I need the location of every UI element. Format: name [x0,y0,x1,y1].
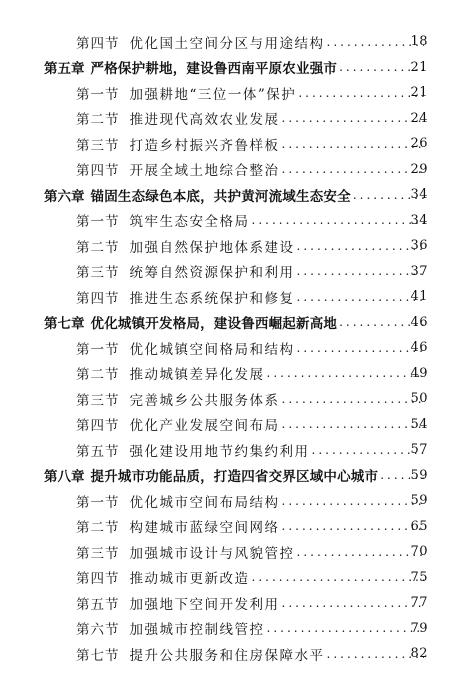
section-number: 第三节 [76,137,120,154]
chapter-number: 第五章 [44,61,85,78]
toc-section-entry [0,131,473,157]
dot-leader [327,647,425,661]
toc-section-entry [0,259,473,285]
toc-section-entry [0,29,473,55]
section-number: 第六节 [76,622,120,639]
page-number: 41 [410,289,428,305]
page-number: 29 [410,161,428,177]
page-number: 57 [410,442,428,458]
section-number: 第五节 [76,596,120,613]
page-number: 37 [410,263,428,279]
dot-leader [282,392,425,406]
toc-section-entry [0,437,473,463]
page-number: 65 [410,518,428,534]
section-title: 推进生态系统保护和修复 [129,290,295,307]
dot-leader [297,264,425,278]
toc-section-entry [0,335,473,361]
section-title: 加强地下空间开发利用 [129,596,280,613]
chapter-title: 锚固生态绿色本底，共护黄河流域生态安全 [90,188,351,205]
section-number: 第四节 [76,163,120,180]
chapter-title: 提升城市功能品质，打造四省交界区域中心城市 [90,469,379,486]
section-title: 强化建设用地节约集约利用 [129,443,310,460]
section-number: 第二节 [76,520,120,537]
dot-leader [282,417,425,431]
toc-section-entry [0,284,473,310]
toc-section-entry [0,208,473,234]
section-number: 第七节 [76,647,120,664]
page-number: 46 [410,314,428,330]
section-title: 加强自然保护地体系建设 [129,239,295,256]
dot-leader [282,111,425,125]
section-title: 统筹自然资源保护和利用 [129,265,295,282]
toc-section-entry [0,514,473,540]
page-number: 34 [410,187,428,203]
page-number: 26 [410,136,428,152]
toc-section-entry [0,590,473,616]
toc-chapter-entry [0,182,473,208]
page-number: 18 [410,34,428,50]
section-number: 第三节 [76,265,120,282]
toc-section-entry [0,361,473,387]
toc-section-entry [0,539,473,565]
chapter-number: 第八章 [44,469,85,486]
section-title: 优化城市空间布局结构 [129,494,280,511]
page-number: 54 [410,416,428,432]
dot-leader [282,162,425,176]
section-number: 第一节 [76,494,120,511]
dot-leader [252,213,425,227]
section-title: 推动城市更新改造 [129,571,250,588]
page-number: 49 [410,365,428,381]
section-number: 第一节 [76,214,120,231]
section-number: 第一节 [76,86,120,103]
dot-leader [282,137,425,151]
page-number: 21 [410,85,428,101]
toc-chapter-entry [0,55,473,81]
dot-leader [297,239,425,253]
chapter-number: 第六章 [44,188,85,205]
section-title: 优化产业发展空间布局 [129,418,280,435]
section-title: 推进现代高效农业发展 [129,112,280,129]
section-title: 加强城市控制线管控 [129,622,265,639]
page-number: 21 [410,59,428,75]
toc-chapter-entry [0,463,473,489]
dot-leader [298,86,424,100]
page-number: 24 [410,110,428,126]
toc-section-entry [0,616,473,642]
page-number: 34 [410,212,428,228]
page-number: 77 [410,595,428,611]
section-number: 第四节 [76,290,120,307]
toc-section-entry [0,386,473,412]
section-number: 第二节 [76,239,120,256]
dot-leader [282,494,425,508]
chapter-number: 第七章 [44,316,85,333]
page-number: 50 [410,391,428,407]
section-title: 优化城镇空间格局和结构 [129,341,295,358]
page-number: 36 [410,238,428,254]
section-number: 第四节 [76,418,120,435]
dot-leader [297,545,425,559]
section-number: 第三节 [76,392,120,409]
section-number: 第四节 [76,35,120,52]
section-title: 打造乡村振兴齐鲁样板 [129,137,280,154]
page-number: 59 [410,467,428,483]
section-title: 加强城市设计与风貌管控 [129,545,295,562]
page-number: 82 [410,646,428,662]
toc-chapter-entry [0,310,473,336]
section-number: 第二节 [76,112,120,129]
toc-section-entry [0,157,473,183]
section-title: 构建城市蓝绿空间网络 [129,520,280,537]
dot-leader [327,35,425,49]
section-number: 第三节 [76,545,120,562]
page-number: 46 [410,340,428,356]
section-title: 优化国土空间分区与用途结构 [129,35,325,52]
toc-section-entry [0,641,473,667]
dot-leader [282,596,425,610]
dot-leader [267,621,425,635]
dot-leader [252,570,425,584]
section-number: 第二节 [76,367,120,384]
toc-section-entry [0,80,473,106]
section-number: 第五节 [76,443,120,460]
chapter-title: 严格保护耕地，建设鲁西南平原农业强市 [90,61,338,78]
dot-leader [282,519,425,533]
section-title: 推动城镇差异化发展 [129,367,265,384]
section-title: 筑牢生态安全格局 [129,214,250,231]
dot-leader [297,290,425,304]
table-of-contents [0,29,473,667]
section-title: 加强耕地“三位一体”保护 [129,86,297,103]
toc-section-entry [0,488,473,514]
page-number: 59 [410,493,428,509]
toc-section-entry [0,233,473,259]
section-number: 第一节 [76,341,120,358]
dot-leader [297,341,425,355]
section-title: 完善城乡公共服务体系 [129,392,280,409]
dot-leader [312,443,425,457]
section-number: 第四节 [76,571,120,588]
toc-section-entry [0,412,473,438]
toc-section-entry [0,106,473,132]
page-number: 75 [410,569,428,585]
page-number: 79 [410,620,428,636]
dot-leader [267,366,425,380]
section-title: 提升公共服务和住房保障水平 [129,647,325,664]
section-title: 开展全域土地综合整治 [129,163,280,180]
chapter-title: 优化城镇开发格局，建设鲁西崛起新高地 [90,316,338,333]
page-number: 70 [410,544,428,560]
toc-section-entry [0,565,473,591]
